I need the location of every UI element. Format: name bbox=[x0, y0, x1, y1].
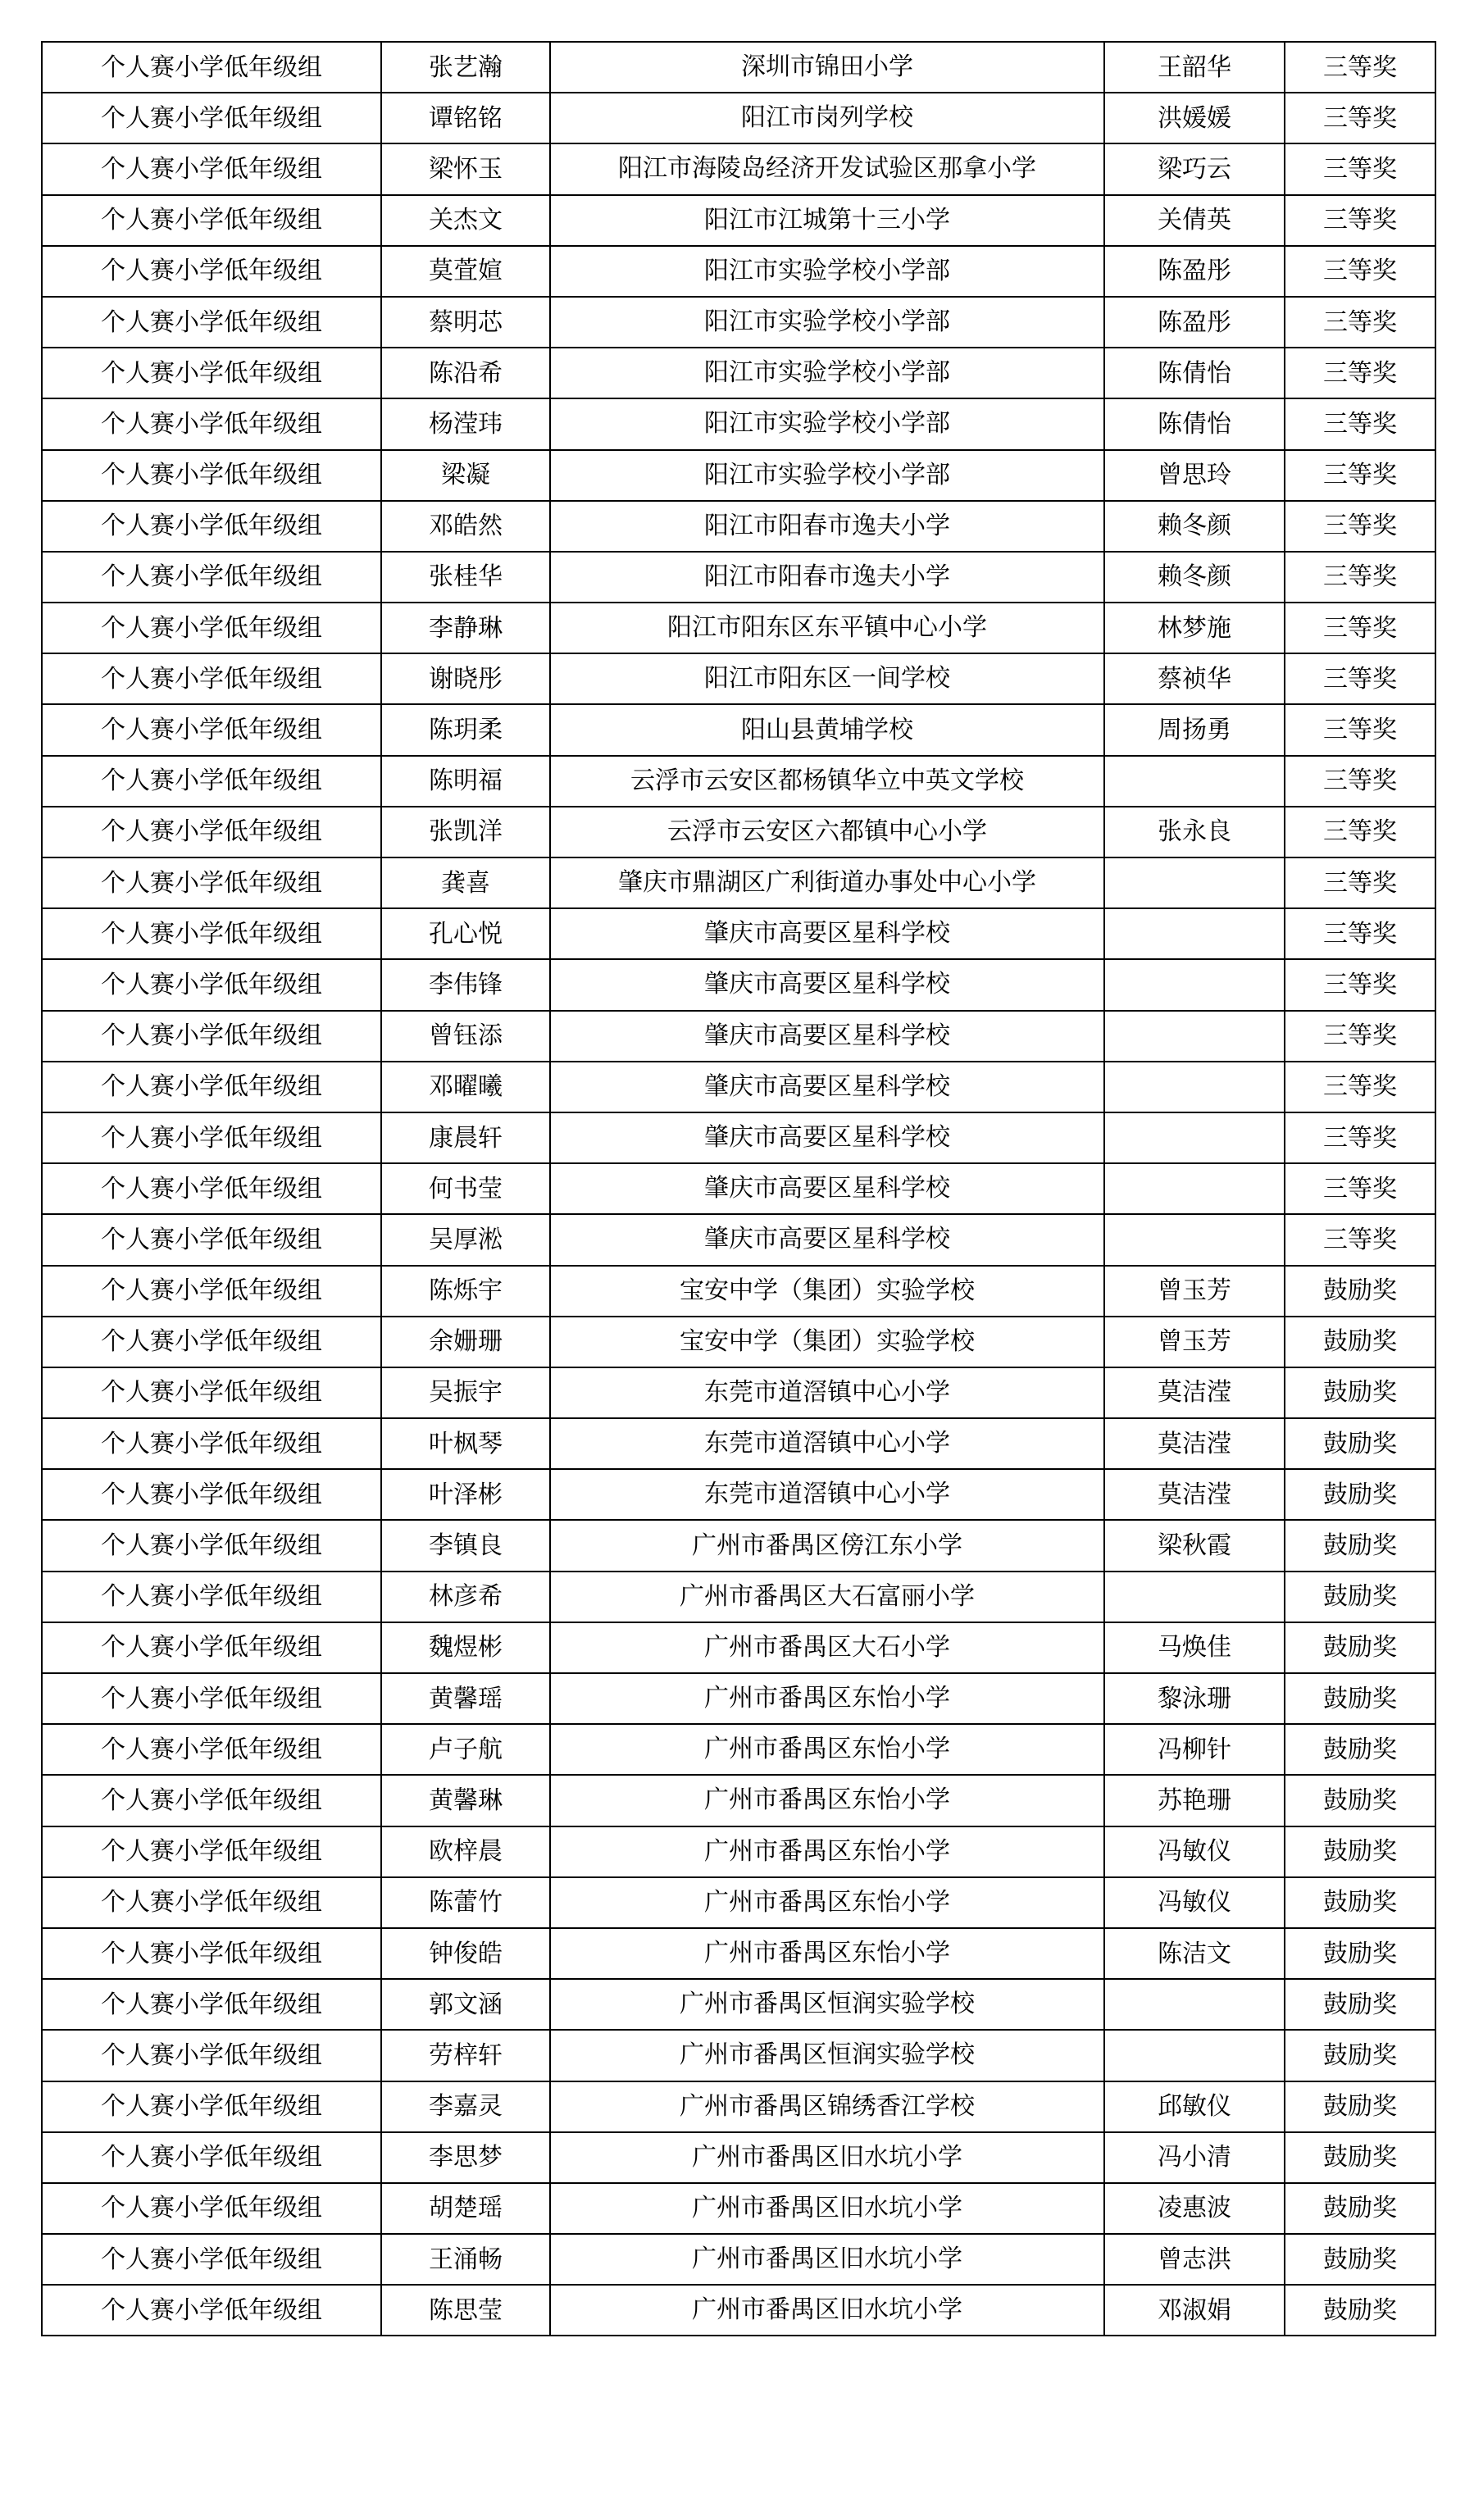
table-row bbox=[42, 1673, 1435, 1724]
teacher-cell: 陈倩怡 bbox=[1104, 398, 1285, 449]
school-cell: 阳江市江城第十三小学 bbox=[550, 195, 1104, 246]
award-cell: 三等奖 bbox=[1285, 653, 1435, 704]
student-name-cell: 孔心悦 bbox=[381, 908, 550, 959]
table-row bbox=[42, 908, 1435, 959]
table-row bbox=[42, 1572, 1435, 1622]
teacher-cell: 陈倩怡 bbox=[1104, 348, 1285, 398]
competition-group-cell: 个人赛小学低年级组 bbox=[42, 2285, 381, 2336]
school-cell: 阳江市实验学校小学部 bbox=[550, 450, 1104, 501]
award-cell: 三等奖 bbox=[1285, 603, 1435, 653]
school-cell: 东莞市道滘镇中心小学 bbox=[550, 1367, 1104, 1418]
table-row bbox=[42, 297, 1435, 348]
teacher-cell: 凌惠波 bbox=[1104, 2183, 1285, 2234]
award-cell: 鼓励奖 bbox=[1285, 1979, 1435, 2030]
student-name-cell: 李嘉灵 bbox=[381, 2081, 550, 2132]
teacher-cell: 邱敏仪 bbox=[1104, 2081, 1285, 2132]
table-row bbox=[42, 1724, 1435, 1775]
school-cell: 广州市番禺区大石富丽小学 bbox=[550, 1572, 1104, 1622]
award-cell: 三等奖 bbox=[1285, 959, 1435, 1010]
table-row bbox=[42, 398, 1435, 449]
student-name-cell: 陈蕾竹 bbox=[381, 1877, 550, 1928]
school-cell: 广州市番禺区旧水坑小学 bbox=[550, 2132, 1104, 2183]
award-cell: 三等奖 bbox=[1285, 93, 1435, 143]
student-name-cell: 郭文涵 bbox=[381, 1979, 550, 2030]
student-name-cell: 康晨轩 bbox=[381, 1112, 550, 1163]
school-cell: 广州市番禺区恒润实验学校 bbox=[550, 1979, 1104, 2030]
competition-group-cell: 个人赛小学低年级组 bbox=[42, 1877, 381, 1928]
teacher-cell bbox=[1104, 908, 1285, 959]
table-row bbox=[42, 501, 1435, 552]
table-row bbox=[42, 450, 1435, 501]
award-list-body bbox=[42, 42, 1435, 2336]
school-cell: 云浮市云安区六都镇中心小学 bbox=[550, 807, 1104, 857]
competition-group-cell: 个人赛小学低年级组 bbox=[42, 1775, 381, 1826]
table-row bbox=[42, 857, 1435, 908]
table-row bbox=[42, 1112, 1435, 1163]
award-cell: 鼓励奖 bbox=[1285, 2132, 1435, 2183]
school-cell: 肇庆市高要区星科学校 bbox=[550, 959, 1104, 1010]
competition-group-cell: 个人赛小学低年级组 bbox=[42, 1724, 381, 1775]
award-cell: 鼓励奖 bbox=[1285, 1724, 1435, 1775]
student-name-cell: 魏煜彬 bbox=[381, 1622, 550, 1673]
competition-group-cell: 个人赛小学低年级组 bbox=[42, 1418, 381, 1469]
award-cell: 三等奖 bbox=[1285, 143, 1435, 194]
school-cell: 肇庆市高要区星科学校 bbox=[550, 1112, 1104, 1163]
student-name-cell: 陈沿希 bbox=[381, 348, 550, 398]
table-row bbox=[42, 1877, 1435, 1928]
school-cell: 广州市番禺区东怡小学 bbox=[550, 1928, 1104, 1979]
school-cell: 阳江市阳东区东平镇中心小学 bbox=[550, 603, 1104, 653]
student-name-cell: 何书莹 bbox=[381, 1163, 550, 1214]
competition-group-cell: 个人赛小学低年级组 bbox=[42, 1520, 381, 1571]
student-name-cell: 吴厚淞 bbox=[381, 1214, 550, 1265]
award-cell: 三等奖 bbox=[1285, 348, 1435, 398]
award-cell: 三等奖 bbox=[1285, 908, 1435, 959]
student-name-cell: 谭铭铭 bbox=[381, 93, 550, 143]
school-cell: 肇庆市高要区星科学校 bbox=[550, 1062, 1104, 1112]
student-name-cell: 胡楚瑶 bbox=[381, 2183, 550, 2234]
teacher-cell: 林梦施 bbox=[1104, 603, 1285, 653]
student-name-cell: 吴振宇 bbox=[381, 1367, 550, 1418]
competition-group-cell: 个人赛小学低年级组 bbox=[42, 1317, 381, 1367]
school-cell: 阳江市阳春市逸夫小学 bbox=[550, 552, 1104, 603]
table-row bbox=[42, 143, 1435, 194]
award-cell: 鼓励奖 bbox=[1285, 1367, 1435, 1418]
award-cell: 三等奖 bbox=[1285, 195, 1435, 246]
school-cell: 阳江市阳东区一间学校 bbox=[550, 653, 1104, 704]
student-name-cell: 卢子航 bbox=[381, 1724, 550, 1775]
competition-group-cell: 个人赛小学低年级组 bbox=[42, 756, 381, 807]
student-name-cell: 蔡明芯 bbox=[381, 297, 550, 348]
competition-group-cell: 个人赛小学低年级组 bbox=[42, 195, 381, 246]
competition-group-cell: 个人赛小学低年级组 bbox=[42, 1572, 381, 1622]
competition-group-cell: 个人赛小学低年级组 bbox=[42, 450, 381, 501]
award-cell: 三等奖 bbox=[1285, 501, 1435, 552]
student-name-cell: 张桂华 bbox=[381, 552, 550, 603]
school-cell: 宝安中学（集团）实验学校 bbox=[550, 1317, 1104, 1367]
teacher-cell: 邓淑娟 bbox=[1104, 2285, 1285, 2336]
school-cell: 广州市番禺区锦绣香江学校 bbox=[550, 2081, 1104, 2132]
table-row bbox=[42, 2285, 1435, 2336]
award-cell: 鼓励奖 bbox=[1285, 1418, 1435, 1469]
competition-group-cell: 个人赛小学低年级组 bbox=[42, 704, 381, 755]
school-cell: 阳江市实验学校小学部 bbox=[550, 246, 1104, 297]
competition-group-cell: 个人赛小学低年级组 bbox=[42, 1214, 381, 1265]
table-row bbox=[42, 2081, 1435, 2132]
teacher-cell bbox=[1104, 1214, 1285, 1265]
competition-group-cell: 个人赛小学低年级组 bbox=[42, 1622, 381, 1673]
competition-group-cell: 个人赛小学低年级组 bbox=[42, 1469, 381, 1520]
school-cell: 肇庆市高要区星科学校 bbox=[550, 1163, 1104, 1214]
award-cell: 鼓励奖 bbox=[1285, 1928, 1435, 1979]
student-name-cell: 陈思莹 bbox=[381, 2285, 550, 2336]
award-cell: 三等奖 bbox=[1285, 246, 1435, 297]
teacher-cell bbox=[1104, 1112, 1285, 1163]
award-cell: 三等奖 bbox=[1285, 1163, 1435, 1214]
teacher-cell bbox=[1104, 1011, 1285, 1062]
competition-group-cell: 个人赛小学低年级组 bbox=[42, 1112, 381, 1163]
table-row bbox=[42, 1214, 1435, 1265]
teacher-cell: 冯小清 bbox=[1104, 2132, 1285, 2183]
teacher-cell: 黎泳珊 bbox=[1104, 1673, 1285, 1724]
teacher-cell: 曾志洪 bbox=[1104, 2234, 1285, 2285]
table-row bbox=[42, 807, 1435, 857]
competition-group-cell: 个人赛小学低年级组 bbox=[42, 552, 381, 603]
student-name-cell: 谢晓彤 bbox=[381, 653, 550, 704]
award-cell: 三等奖 bbox=[1285, 552, 1435, 603]
school-cell: 阳山县黄埔学校 bbox=[550, 704, 1104, 755]
competition-group-cell: 个人赛小学低年级组 bbox=[42, 348, 381, 398]
school-cell: 广州市番禺区东怡小学 bbox=[550, 1877, 1104, 1928]
student-name-cell: 杨滢玮 bbox=[381, 398, 550, 449]
table-row bbox=[42, 42, 1435, 93]
award-list-table bbox=[41, 41, 1436, 2336]
competition-group-cell: 个人赛小学低年级组 bbox=[42, 1673, 381, 1724]
competition-group-cell: 个人赛小学低年级组 bbox=[42, 93, 381, 143]
award-cell: 三等奖 bbox=[1285, 756, 1435, 807]
award-cell: 鼓励奖 bbox=[1285, 2234, 1435, 2285]
competition-group-cell: 个人赛小学低年级组 bbox=[42, 908, 381, 959]
table-row bbox=[42, 552, 1435, 603]
student-name-cell: 李静琳 bbox=[381, 603, 550, 653]
teacher-cell: 曾玉芳 bbox=[1104, 1266, 1285, 1317]
teacher-cell: 蔡祯华 bbox=[1104, 653, 1285, 704]
school-cell: 阳江市海陵岛经济开发试验区那拿小学 bbox=[550, 143, 1104, 194]
teacher-cell: 王韶华 bbox=[1104, 42, 1285, 93]
student-name-cell: 龚喜 bbox=[381, 857, 550, 908]
student-name-cell: 劳梓轩 bbox=[381, 2030, 550, 2081]
table-row bbox=[42, 1775, 1435, 1826]
teacher-cell: 洪媛媛 bbox=[1104, 93, 1285, 143]
student-name-cell: 林彦希 bbox=[381, 1572, 550, 1622]
competition-group-cell: 个人赛小学低年级组 bbox=[42, 2081, 381, 2132]
teacher-cell: 冯敏仪 bbox=[1104, 1826, 1285, 1877]
school-cell: 云浮市云安区都杨镇华立中英文学校 bbox=[550, 756, 1104, 807]
competition-group-cell: 个人赛小学低年级组 bbox=[42, 653, 381, 704]
school-cell: 东莞市道滘镇中心小学 bbox=[550, 1469, 1104, 1520]
award-cell: 三等奖 bbox=[1285, 297, 1435, 348]
teacher-cell: 梁巧云 bbox=[1104, 143, 1285, 194]
student-name-cell: 钟俊皓 bbox=[381, 1928, 550, 1979]
teacher-cell bbox=[1104, 857, 1285, 908]
competition-group-cell: 个人赛小学低年级组 bbox=[42, 42, 381, 93]
competition-group-cell: 个人赛小学低年级组 bbox=[42, 857, 381, 908]
teacher-cell: 张永良 bbox=[1104, 807, 1285, 857]
table-row bbox=[42, 1163, 1435, 1214]
student-name-cell: 陈明福 bbox=[381, 756, 550, 807]
table-row bbox=[42, 1317, 1435, 1367]
student-name-cell: 李镇良 bbox=[381, 1520, 550, 1571]
award-cell: 鼓励奖 bbox=[1285, 1520, 1435, 1571]
school-cell: 肇庆市高要区星科学校 bbox=[550, 1214, 1104, 1265]
school-cell: 肇庆市高要区星科学校 bbox=[550, 908, 1104, 959]
competition-group-cell: 个人赛小学低年级组 bbox=[42, 1266, 381, 1317]
teacher-cell: 冯柳针 bbox=[1104, 1724, 1285, 1775]
award-cell: 三等奖 bbox=[1285, 1011, 1435, 1062]
competition-group-cell: 个人赛小学低年级组 bbox=[42, 2030, 381, 2081]
teacher-cell: 莫洁滢 bbox=[1104, 1418, 1285, 1469]
school-cell: 广州市番禺区恒润实验学校 bbox=[550, 2030, 1104, 2081]
award-cell: 鼓励奖 bbox=[1285, 1673, 1435, 1724]
school-cell: 阳江市实验学校小学部 bbox=[550, 398, 1104, 449]
award-cell: 鼓励奖 bbox=[1285, 1317, 1435, 1367]
teacher-cell: 冯敏仪 bbox=[1104, 1877, 1285, 1928]
student-name-cell: 陈玥柔 bbox=[381, 704, 550, 755]
student-name-cell: 黄馨琳 bbox=[381, 1775, 550, 1826]
award-cell: 鼓励奖 bbox=[1285, 2285, 1435, 2336]
teacher-cell: 陈洁文 bbox=[1104, 1928, 1285, 1979]
table-row bbox=[42, 1266, 1435, 1317]
competition-group-cell: 个人赛小学低年级组 bbox=[42, 143, 381, 194]
competition-group-cell: 个人赛小学低年级组 bbox=[42, 2183, 381, 2234]
award-cell: 鼓励奖 bbox=[1285, 1469, 1435, 1520]
teacher-cell bbox=[1104, 1572, 1285, 1622]
teacher-cell bbox=[1104, 2030, 1285, 2081]
teacher-cell: 梁秋霞 bbox=[1104, 1520, 1285, 1571]
school-cell: 广州市番禺区大石小学 bbox=[550, 1622, 1104, 1673]
table-row bbox=[42, 1928, 1435, 1979]
teacher-cell: 莫洁滢 bbox=[1104, 1469, 1285, 1520]
table-row bbox=[42, 1520, 1435, 1571]
award-cell: 鼓励奖 bbox=[1285, 1572, 1435, 1622]
student-name-cell: 邓皓然 bbox=[381, 501, 550, 552]
student-name-cell: 梁怀玉 bbox=[381, 143, 550, 194]
table-row bbox=[42, 1979, 1435, 2030]
award-cell: 三等奖 bbox=[1285, 807, 1435, 857]
teacher-cell: 关倩英 bbox=[1104, 195, 1285, 246]
award-cell: 鼓励奖 bbox=[1285, 1826, 1435, 1877]
teacher-cell bbox=[1104, 1163, 1285, 1214]
table-row bbox=[42, 246, 1435, 297]
award-cell: 三等奖 bbox=[1285, 42, 1435, 93]
competition-group-cell: 个人赛小学低年级组 bbox=[42, 1979, 381, 2030]
teacher-cell bbox=[1104, 756, 1285, 807]
student-name-cell: 黄馨瑶 bbox=[381, 1673, 550, 1724]
competition-group-cell: 个人赛小学低年级组 bbox=[42, 807, 381, 857]
school-cell: 肇庆市鼎湖区广利街道办事处中心小学 bbox=[550, 857, 1104, 908]
award-cell: 鼓励奖 bbox=[1285, 1622, 1435, 1673]
competition-group-cell: 个人赛小学低年级组 bbox=[42, 1062, 381, 1112]
competition-group-cell: 个人赛小学低年级组 bbox=[42, 297, 381, 348]
student-name-cell: 李思梦 bbox=[381, 2132, 550, 2183]
teacher-cell bbox=[1104, 959, 1285, 1010]
school-cell: 广州市番禺区旧水坑小学 bbox=[550, 2285, 1104, 2336]
competition-group-cell: 个人赛小学低年级组 bbox=[42, 501, 381, 552]
student-name-cell: 李伟锋 bbox=[381, 959, 550, 1010]
award-cell: 三等奖 bbox=[1285, 1062, 1435, 1112]
table-row bbox=[42, 1418, 1435, 1469]
table-row bbox=[42, 1367, 1435, 1418]
table-row bbox=[42, 2030, 1435, 2081]
competition-group-cell: 个人赛小学低年级组 bbox=[42, 1928, 381, 1979]
school-cell: 深圳市锦田小学 bbox=[550, 42, 1104, 93]
table-row bbox=[42, 195, 1435, 246]
competition-group-cell: 个人赛小学低年级组 bbox=[42, 1367, 381, 1418]
competition-group-cell: 个人赛小学低年级组 bbox=[42, 246, 381, 297]
school-cell: 广州市番禺区傍江东小学 bbox=[550, 1520, 1104, 1571]
award-cell: 鼓励奖 bbox=[1285, 2183, 1435, 2234]
school-cell: 东莞市道滘镇中心小学 bbox=[550, 1418, 1104, 1469]
teacher-cell: 苏艳珊 bbox=[1104, 1775, 1285, 1826]
teacher-cell: 赖冬颜 bbox=[1104, 552, 1285, 603]
teacher-cell bbox=[1104, 1979, 1285, 2030]
school-cell: 阳江市实验学校小学部 bbox=[550, 297, 1104, 348]
teacher-cell: 陈盈彤 bbox=[1104, 297, 1285, 348]
table-row bbox=[42, 653, 1435, 704]
competition-group-cell: 个人赛小学低年级组 bbox=[42, 2132, 381, 2183]
competition-group-cell: 个人赛小学低年级组 bbox=[42, 1163, 381, 1214]
student-name-cell: 张艺瀚 bbox=[381, 42, 550, 93]
award-cell: 鼓励奖 bbox=[1285, 1877, 1435, 1928]
award-cell: 三等奖 bbox=[1285, 398, 1435, 449]
table-row bbox=[42, 704, 1435, 755]
student-name-cell: 欧梓晨 bbox=[381, 1826, 550, 1877]
teacher-cell: 莫洁滢 bbox=[1104, 1367, 1285, 1418]
student-name-cell: 王涌畅 bbox=[381, 2234, 550, 2285]
competition-group-cell: 个人赛小学低年级组 bbox=[42, 603, 381, 653]
award-cell: 鼓励奖 bbox=[1285, 1266, 1435, 1317]
table-row bbox=[42, 1469, 1435, 1520]
competition-group-cell: 个人赛小学低年级组 bbox=[42, 1011, 381, 1062]
table-row bbox=[42, 756, 1435, 807]
award-cell: 三等奖 bbox=[1285, 704, 1435, 755]
school-cell: 广州市番禺区东怡小学 bbox=[550, 1724, 1104, 1775]
student-name-cell: 叶枫琴 bbox=[381, 1418, 550, 1469]
table-row bbox=[42, 2132, 1435, 2183]
table-row bbox=[42, 603, 1435, 653]
student-name-cell: 陈烁宇 bbox=[381, 1266, 550, 1317]
teacher-cell: 曾玉芳 bbox=[1104, 1317, 1285, 1367]
table-row bbox=[42, 1826, 1435, 1877]
student-name-cell: 张凯洋 bbox=[381, 807, 550, 857]
award-cell: 三等奖 bbox=[1285, 1214, 1435, 1265]
table-row bbox=[42, 1011, 1435, 1062]
school-cell: 阳江市阳春市逸夫小学 bbox=[550, 501, 1104, 552]
student-name-cell: 曾钰添 bbox=[381, 1011, 550, 1062]
teacher-cell bbox=[1104, 1062, 1285, 1112]
school-cell: 广州市番禺区东怡小学 bbox=[550, 1775, 1104, 1826]
school-cell: 广州市番禺区东怡小学 bbox=[550, 1673, 1104, 1724]
student-name-cell: 关杰文 bbox=[381, 195, 550, 246]
competition-group-cell: 个人赛小学低年级组 bbox=[42, 1826, 381, 1877]
table-row bbox=[42, 348, 1435, 398]
school-cell: 广州市番禺区旧水坑小学 bbox=[550, 2183, 1104, 2234]
student-name-cell: 余姗珊 bbox=[381, 1317, 550, 1367]
competition-group-cell: 个人赛小学低年级组 bbox=[42, 398, 381, 449]
table-row bbox=[42, 93, 1435, 143]
school-cell: 阳江市岗列学校 bbox=[550, 93, 1104, 143]
student-name-cell: 叶泽彬 bbox=[381, 1469, 550, 1520]
table-row bbox=[42, 2183, 1435, 2234]
award-cell: 鼓励奖 bbox=[1285, 2081, 1435, 2132]
table-row bbox=[42, 1622, 1435, 1673]
competition-group-cell: 个人赛小学低年级组 bbox=[42, 2234, 381, 2285]
teacher-cell: 马焕佳 bbox=[1104, 1622, 1285, 1673]
table-row bbox=[42, 2234, 1435, 2285]
student-name-cell: 莫萓媗 bbox=[381, 246, 550, 297]
award-cell: 鼓励奖 bbox=[1285, 1775, 1435, 1826]
table-row bbox=[42, 1062, 1435, 1112]
school-cell: 肇庆市高要区星科学校 bbox=[550, 1011, 1104, 1062]
competition-group-cell: 个人赛小学低年级组 bbox=[42, 959, 381, 1010]
student-name-cell: 梁凝 bbox=[381, 450, 550, 501]
school-cell: 广州市番禺区东怡小学 bbox=[550, 1826, 1104, 1877]
teacher-cell: 曾思玲 bbox=[1104, 450, 1285, 501]
student-name-cell: 邓曜曦 bbox=[381, 1062, 550, 1112]
award-cell: 三等奖 bbox=[1285, 450, 1435, 501]
award-cell: 鼓励奖 bbox=[1285, 2030, 1435, 2081]
teacher-cell: 周扬勇 bbox=[1104, 704, 1285, 755]
table-row bbox=[42, 959, 1435, 1010]
award-cell: 三等奖 bbox=[1285, 1112, 1435, 1163]
award-cell: 三等奖 bbox=[1285, 857, 1435, 908]
school-cell: 宝安中学（集团）实验学校 bbox=[550, 1266, 1104, 1317]
school-cell: 阳江市实验学校小学部 bbox=[550, 348, 1104, 398]
teacher-cell: 赖冬颜 bbox=[1104, 501, 1285, 552]
school-cell: 广州市番禺区旧水坑小学 bbox=[550, 2234, 1104, 2285]
teacher-cell: 陈盈彤 bbox=[1104, 246, 1285, 297]
